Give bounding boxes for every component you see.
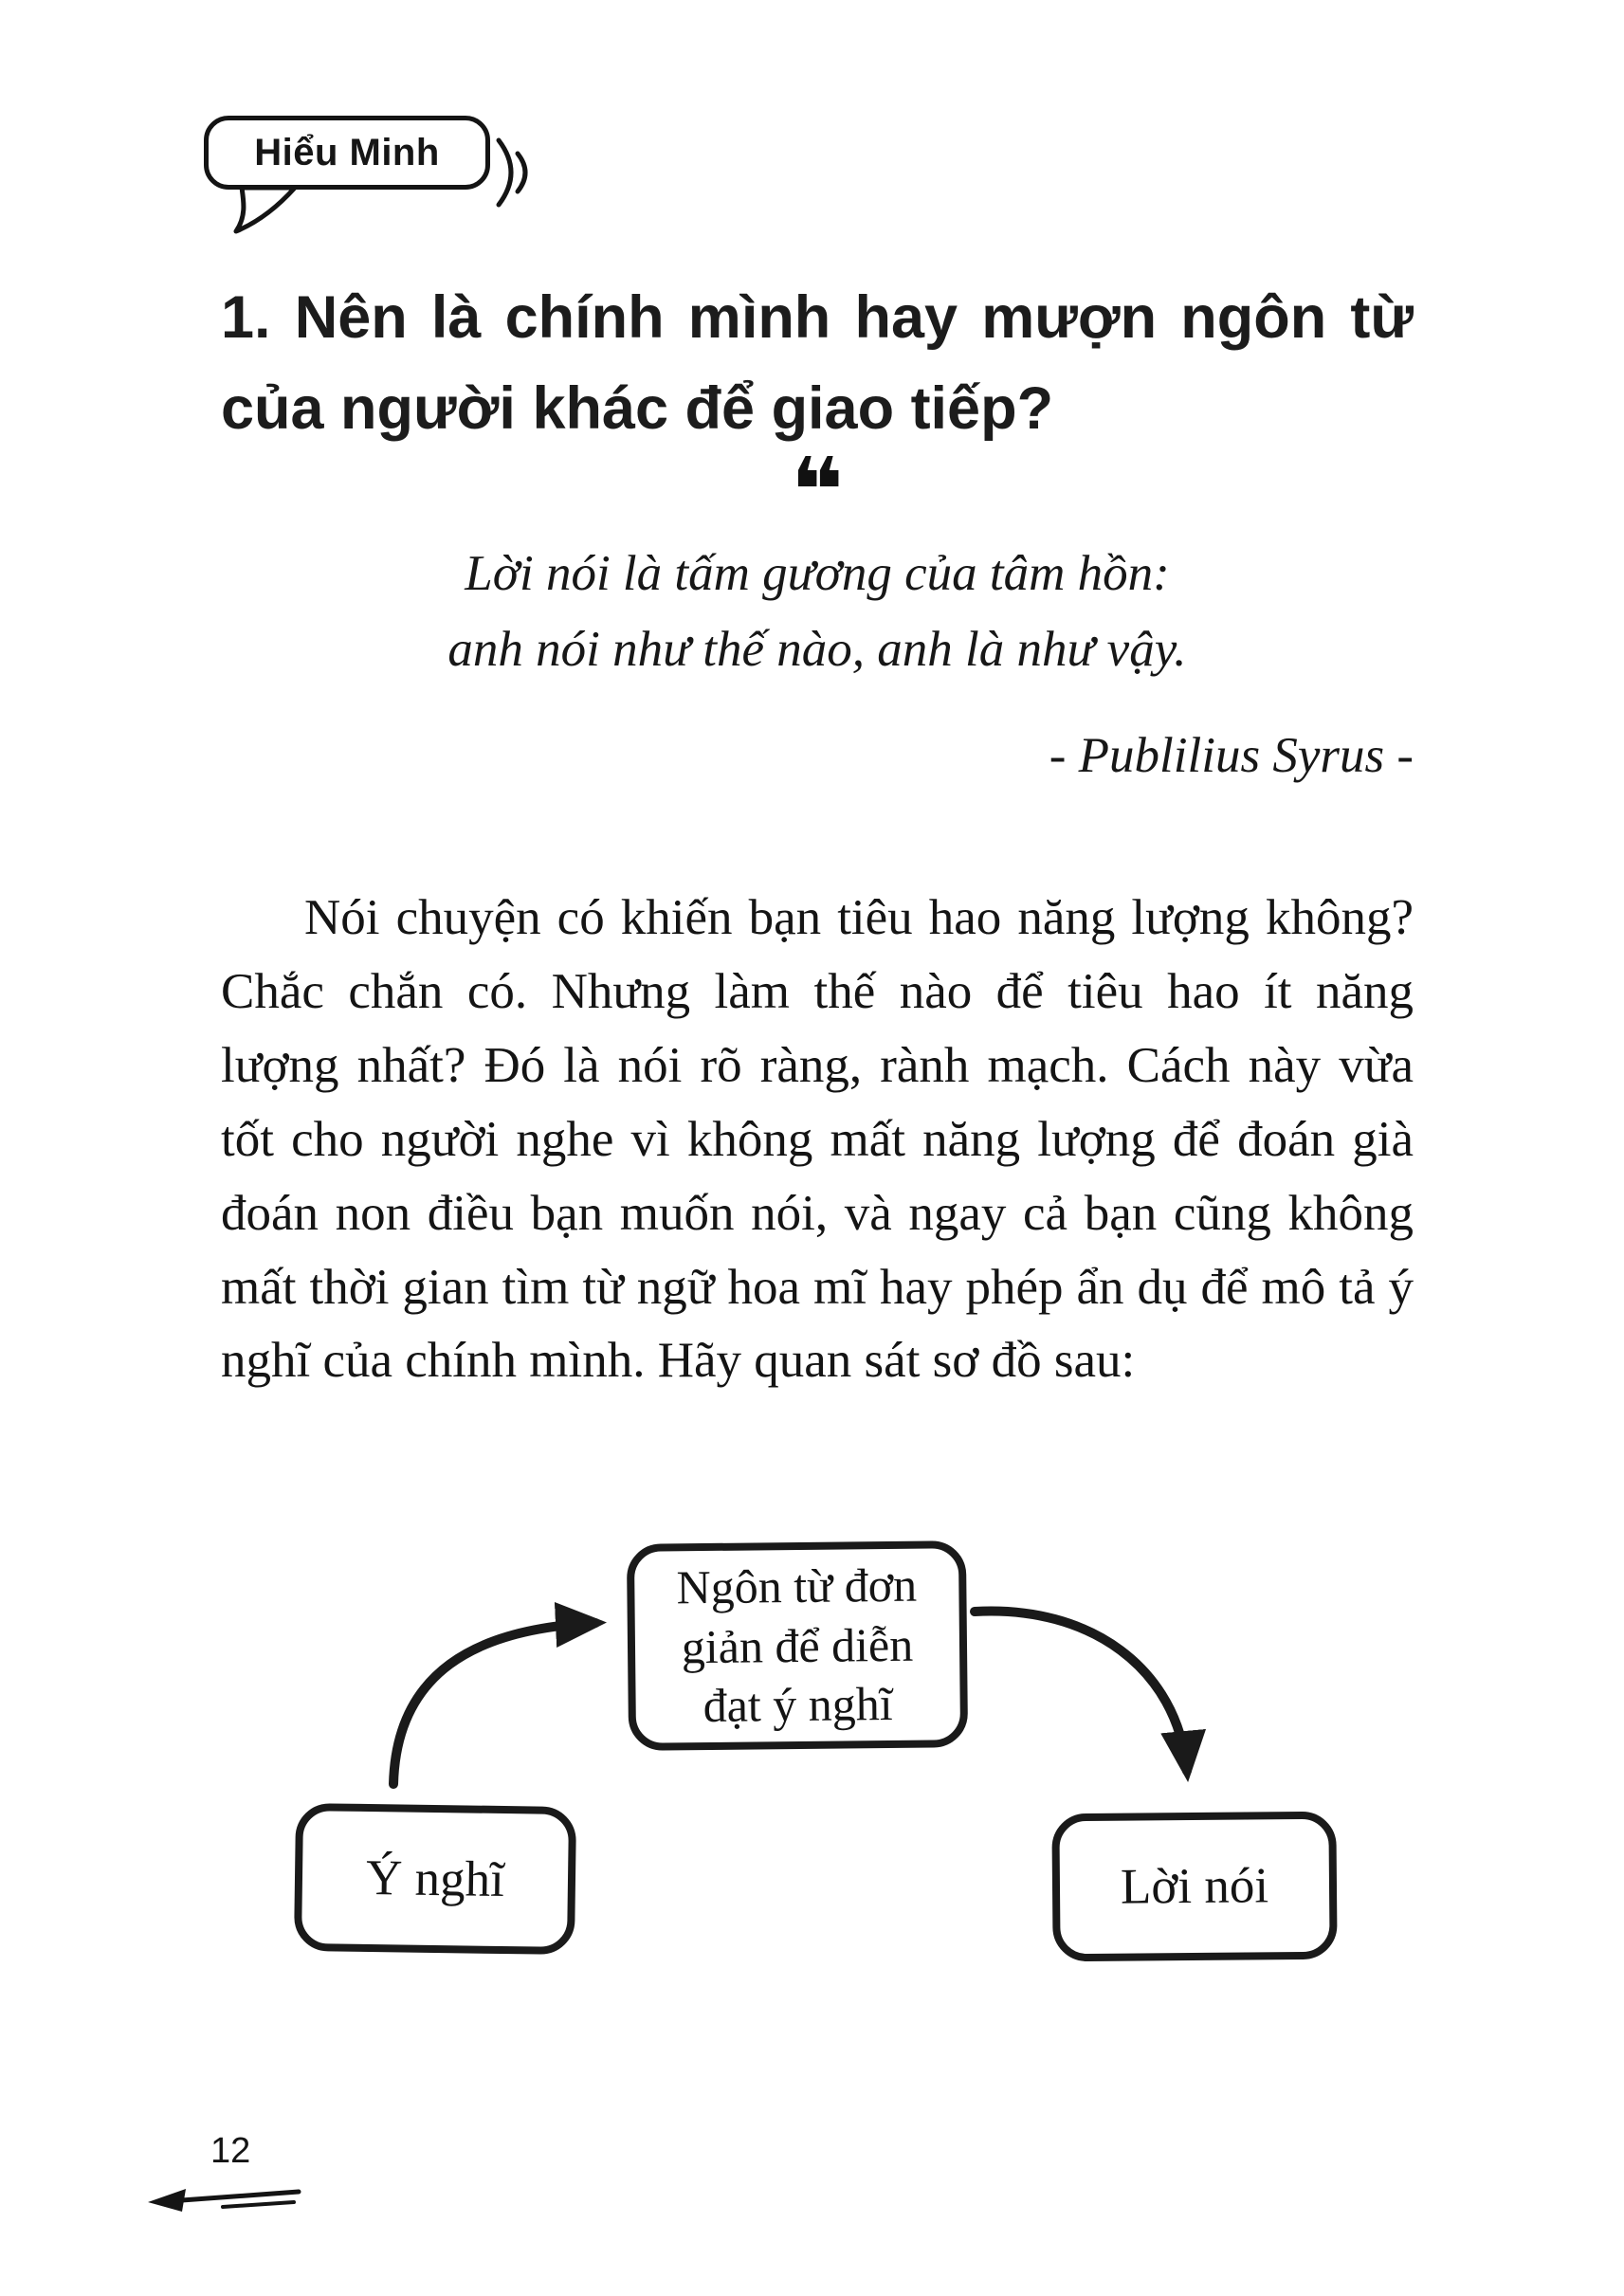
speech-bubble-echo-icon bbox=[493, 133, 544, 212]
flow-diagram bbox=[0, 1479, 1624, 2228]
diagram-node-speech bbox=[1051, 1812, 1337, 1962]
quote-line-1: Lời nói là tấm gương của tâm hồn: bbox=[465, 546, 1170, 601]
page-number: 12 bbox=[210, 2131, 251, 2171]
arrow-thought-to-words bbox=[393, 1623, 595, 1784]
back-arrow-icon bbox=[142, 2180, 308, 2223]
brand-label: Hiểu Minh bbox=[254, 131, 440, 173]
diagram-node-simple-words-label: Ngôn từ đơn giản để diễn đạt ý nghĩ bbox=[676, 1558, 918, 1733]
diagram-node-thought bbox=[294, 1803, 576, 1955]
quote-attribution: - Publilius Syrus - bbox=[1049, 728, 1414, 783]
chapter-heading bbox=[221, 273, 1414, 455]
diagram-node-thought-label: Ý nghĩ bbox=[365, 1850, 505, 1908]
diagram-node-simple-words bbox=[627, 1540, 968, 1751]
brand-speech-bubble bbox=[204, 116, 490, 190]
quote-line-2: anh nói như thế nào, anh là như vậy. bbox=[447, 621, 1187, 677]
arrow-words-to-speech bbox=[975, 1611, 1187, 1771]
epigraph bbox=[221, 438, 1414, 784]
diagram-node-speech-label: Lời nói bbox=[1120, 1858, 1269, 1915]
quote-icon: ❝ bbox=[790, 438, 845, 544]
body-paragraph: Nói chuyện có khiến bạn tiêu hao năng lượng không? Chắc chắn có. Nhưng làm thế nào để tiêu hao ít năng lượng nhất? Đó là nói rõ ràng, rành mạch. Cách này vừa tốt cho người nghe vì không mất năng lượng để đoán già đoán non điều bạn muốn nói, và ngay cả bạn cũng không mất thời gian tìm từ ngữ hoa mĩ hay phép ẩn dụ để mô tả ý nghĩ của chính mình. Hãy quan sát sơ đồ sau: bbox=[221, 890, 1414, 1389]
chapter-heading-line1: 1. Nên là chính mình hay mượn ngôn từ bbox=[221, 284, 1414, 351]
speech-bubble-tail-icon bbox=[230, 186, 316, 237]
chapter-heading-line2: của người khác để giao tiếp? bbox=[221, 374, 1054, 442]
